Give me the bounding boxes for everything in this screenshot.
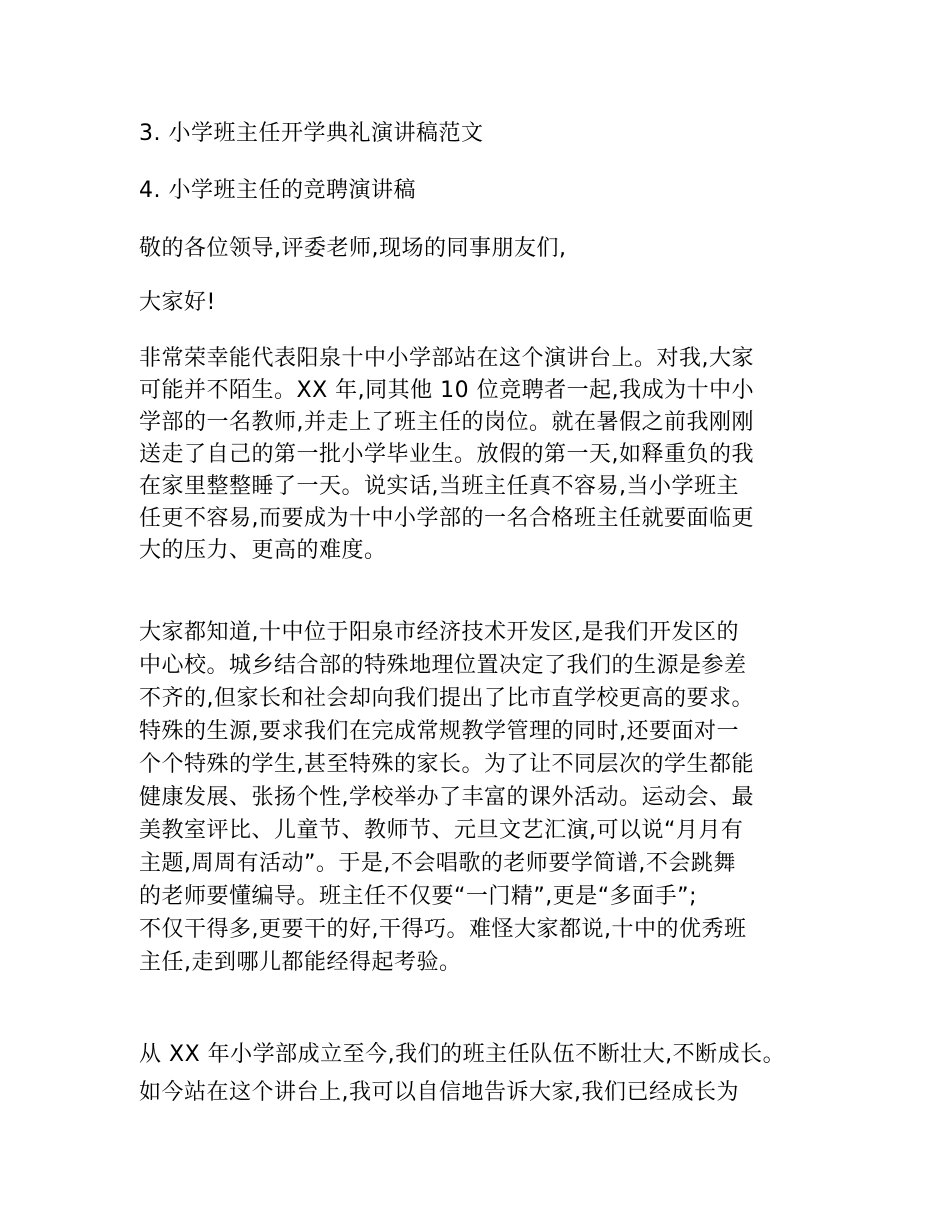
paragraph-line: 送走了自己的第一批小学毕业生。放假的第一天,如释重负的我 [139,442,754,467]
paragraph-line: 大的压力、更高的难度。 [139,538,387,563]
paragraph-line: 如今站在这个讲台上,我可以自信地告诉大家,我们已经成长为 [139,1080,739,1105]
paragraph-line: 主任,走到哪儿都能经得起考验。 [139,950,462,975]
paragraph-line: 在家里整整睡了一天。说实话,当班主任真不容易,当小学班主 [139,474,739,499]
paragraph-line: 中心校。城乡结合部的特殊地理位置决定了我们的生源是参差 [139,653,747,678]
paragraph-line: 从 XX 年小学部成立至今,我们的班主任队伍不断壮大,不断成长。 [139,1042,786,1067]
paragraph-line: 个个特殊的学生,甚至特殊的家长。为了让不同层次的学生都能 [139,752,754,777]
paragraph-line: 不齐的,但家长和社会却向我们提出了比市直学校更高的要求。 [139,686,754,711]
paragraph-line: 学部的一名教师,并走上了班主任的岗位。就在暑假之前我刚刚 [139,410,754,435]
paragraph-line: 非常荣幸能代表阳泉十中小学部站在这个演讲台上。对我,大家 [139,346,754,371]
paragraph-line: 大家都知道,十中位于阳泉市经济技术开发区,是我们开发区的 [139,620,739,645]
paragraph-line: 的老师要懂编导。班主任不仅要“一门精”,更是“多面手”; [139,884,697,909]
salutation: 大家好! [139,290,216,315]
paragraph-line: 可能并不陌生。XX 年,同其他 10 位竞聘者一起,我成为十中小 [139,378,755,403]
heading-item-3: 3. 小学班主任开学典礼演讲稿范文 [139,121,484,146]
paragraph-line: 不仅干得多,更要干的好,干得巧。难怪大家都说,十中的优秀班 [139,917,747,942]
greeting: 敬的各位领导,评委老师,现场的同事朋友们, [139,236,567,261]
heading-item-4: 4. 小学班主任的竞聘演讲稿 [139,178,416,203]
paragraph-line: 健康发展、张扬个性,学校举办了丰富的课外活动。运动会、最 [139,785,754,810]
paragraph-line: 美教室评比、儿童节、教师节、元旦文艺汇演,可以说“月月有 [139,818,744,843]
paragraph-line: 主题,周周有活动”。于是,不会唱歌的老师要学简谱,不会跳舞 [139,851,736,876]
paragraph-line: 任更不容易,而要成为十中小学部的一名合格班主任就要面临更 [139,506,754,531]
paragraph-line: 特殊的生源,要求我们在完成常规教学管理的同时,还要面对一 [139,719,739,744]
